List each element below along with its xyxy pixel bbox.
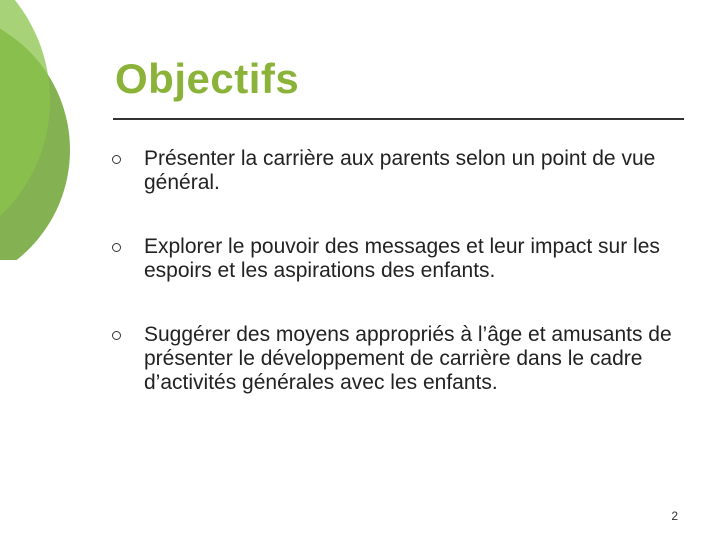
title-divider: [113, 118, 684, 120]
list-item-text: Suggérer des moyens appropriés à l’âge et amusants de présenter le développement de carrière dans le cadre d’activités générales avec les enfants.: [144, 323, 672, 394]
slide-number: 2: [671, 509, 678, 523]
list-item: [112, 323, 682, 395]
list-item-text: Présenter la carrière aux parents selon un point de vue général.: [144, 147, 656, 194]
list-item-text: Explorer le pouvoir des messages et leur impact sur les espoirs et les aspirations des enfants.: [144, 235, 660, 282]
bullet-circle-icon: [112, 155, 121, 164]
list-item: [112, 235, 682, 283]
bullet-circle-icon: [112, 243, 121, 252]
list-item: [112, 147, 682, 195]
bullet-circle-icon: [112, 331, 121, 340]
objectives-list: [112, 147, 682, 435]
slide-title: Objectifs: [115, 55, 300, 102]
decorative-green-circles: [0, 0, 90, 260]
